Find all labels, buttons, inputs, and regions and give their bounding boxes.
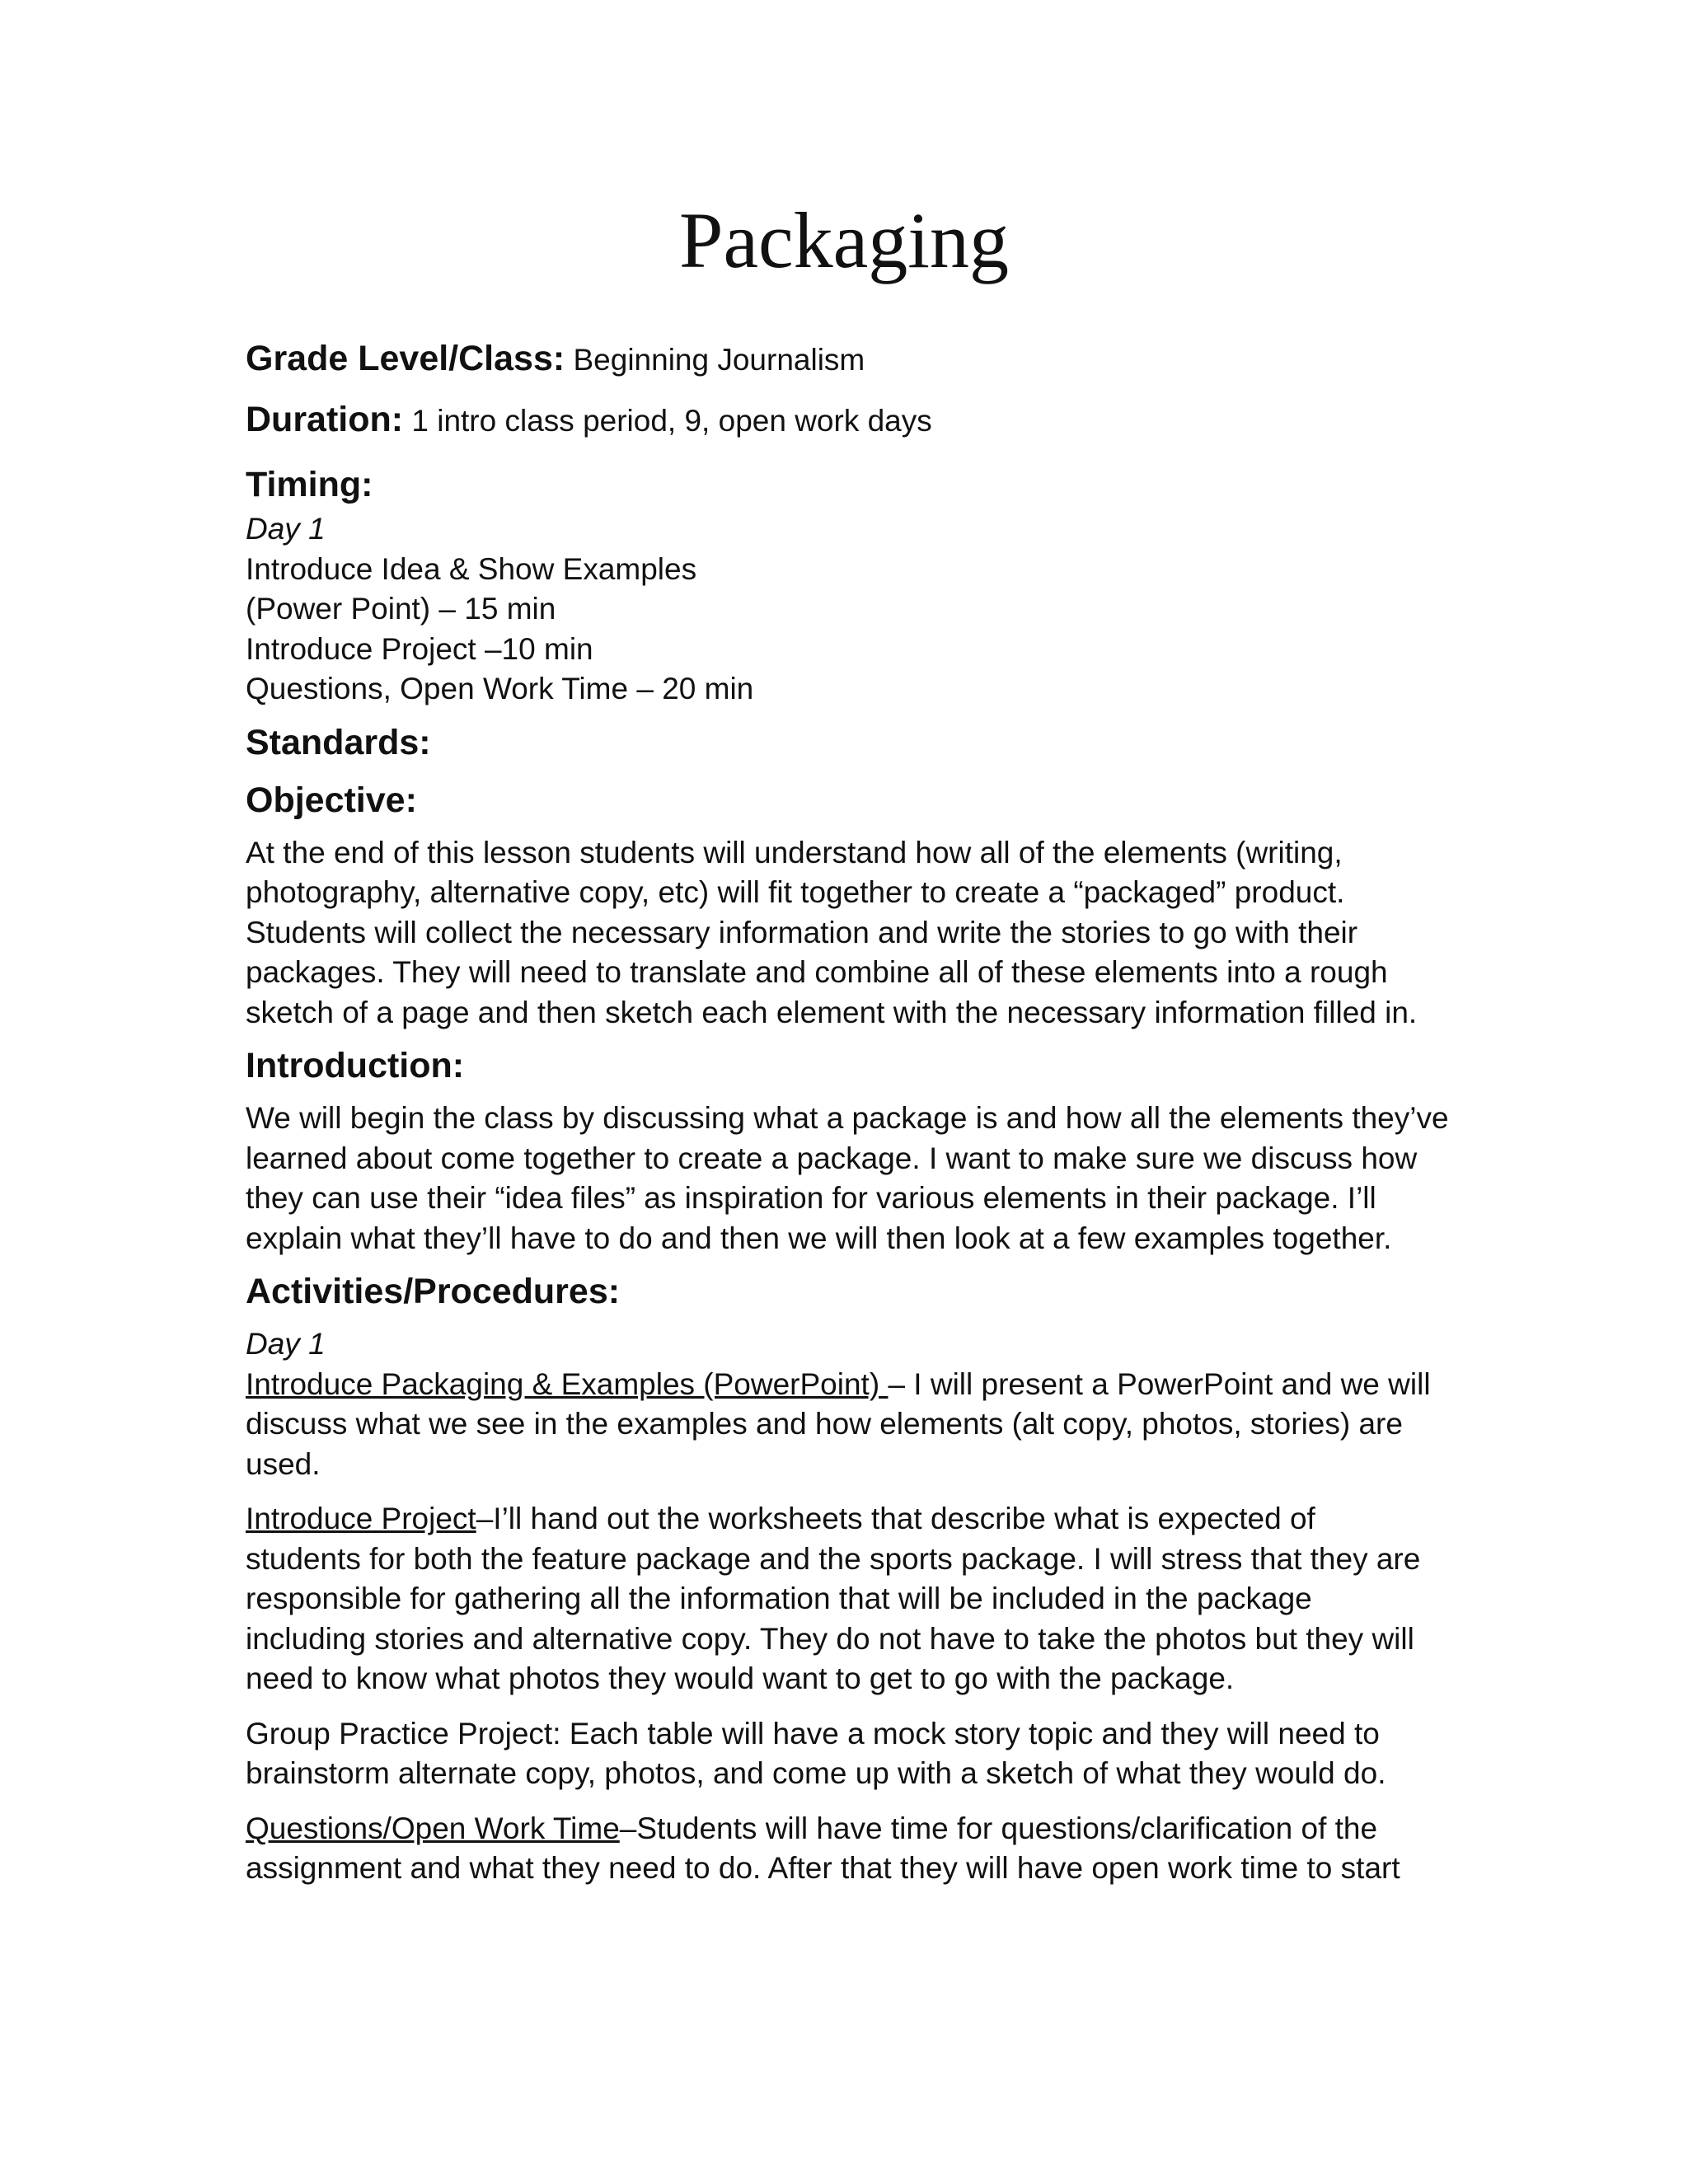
duration-value: 1 intro class period, 9, open work days: [411, 404, 932, 438]
timing-line: Introduce Project –10 min: [246, 631, 593, 666]
duration-label: Duration:: [246, 400, 404, 439]
introduction-line: explain what they’ll have to do and then we will then look at a few examples together.: [246, 1221, 1392, 1255]
activity-line: need to know what photos they would want to get to go with the package.: [246, 1661, 1235, 1695]
grade-level-row: [246, 338, 1442, 381]
activity-text: –Students will have time for questions/clarification of the: [619, 1811, 1378, 1845]
duration-row: [246, 399, 1442, 442]
timing-heading: Timing:: [246, 465, 373, 504]
activity-line: discuss what we see in the examples and how elements (alt copy, photos, stories) are: [246, 1407, 1403, 1441]
introduction-paragraph: [246, 1099, 1449, 1258]
activity-item-questions: [246, 1809, 1442, 1889]
activity-first-line: [246, 1809, 1442, 1849]
activity-text: –I’ll hand out the worksheets that describe what is expected of: [476, 1502, 1315, 1535]
timing-day: Day 1: [246, 512, 326, 546]
activity-line: assignment and what they need to do. After that they will have open work time to start: [246, 1851, 1400, 1885]
activities-day: Day 1: [246, 1327, 326, 1361]
activity-line: including stories and alternative copy. They do not have to take the photos but they will: [246, 1621, 1414, 1656]
grade-level-value: Beginning Journalism: [573, 343, 865, 377]
grade-level-label: Grade Level/Class:: [246, 339, 565, 378]
standards-heading: Standards:: [246, 722, 431, 762]
activity-line: Group Practice Project: Each table will have a mock story topic and they will need to: [246, 1716, 1380, 1750]
objective-paragraph: [246, 833, 1442, 1033]
introduction-line: We will begin the class by discussing what a package is and how all the elements they’ve: [246, 1101, 1449, 1135]
activity-first-line: [246, 1365, 1442, 1405]
timing-line: (Power Point) – 15 min: [246, 592, 556, 626]
objective-line: At the end of this lesson students will understand how all of the elements (writing,: [246, 835, 1343, 869]
activity-line: responsible for gathering all the information that will be included in the package: [246, 1582, 1312, 1615]
objective-line: packages. They will need to translate and combine all of these elements into a rough: [246, 955, 1388, 989]
activity-item-group-practice: [246, 1714, 1442, 1794]
activity-text: – I will present a PowerPoint and we will: [888, 1366, 1431, 1401]
objective-line: sketch of a page and then sketch each element with the necessary information filled in.: [246, 995, 1418, 1029]
activity-line: used.: [246, 1446, 321, 1481]
objective-heading: Objective:: [246, 780, 417, 820]
activity-line: brainstorm alternate copy, photos, and come up with a sketch of what they would do.: [246, 1756, 1386, 1790]
introduction-line: they can use their “idea files” as inspiration for various elements in their package. I’ll: [246, 1181, 1376, 1215]
introduction-heading: Introduction:: [246, 1046, 465, 1085]
activity-item-introduce-project: [246, 1499, 1442, 1699]
timing-line: Introduce Idea & Show Examples: [246, 551, 697, 586]
activity-title: Introduce Packaging & Examples (PowerPoint): [246, 1366, 889, 1401]
page-title: Packaging: [679, 196, 1009, 284]
activity-line: students for both the feature package and the sports package. I will stress that they are: [246, 1541, 1421, 1576]
introduction-line: learned about come together to create a package. I want to make sure we discuss how: [246, 1141, 1418, 1175]
activity-title: Introduce Project: [246, 1502, 476, 1535]
objective-line: photography, alternative copy, etc) will fit together to create a “packaged” product.: [246, 875, 1345, 909]
activity-first-line: [246, 1499, 1442, 1540]
timing-line: Questions, Open Work Time – 20 min: [246, 672, 754, 705]
activity-title: Questions/Open Work Time: [246, 1811, 620, 1845]
activity-item-introduce-packaging: [246, 1365, 1442, 1485]
objective-line: Students will collect the necessary information and write the stories to go with their: [246, 915, 1358, 949]
activities-heading: Activities/Procedures:: [246, 1272, 621, 1311]
lesson-plan-body: [246, 338, 1449, 1889]
